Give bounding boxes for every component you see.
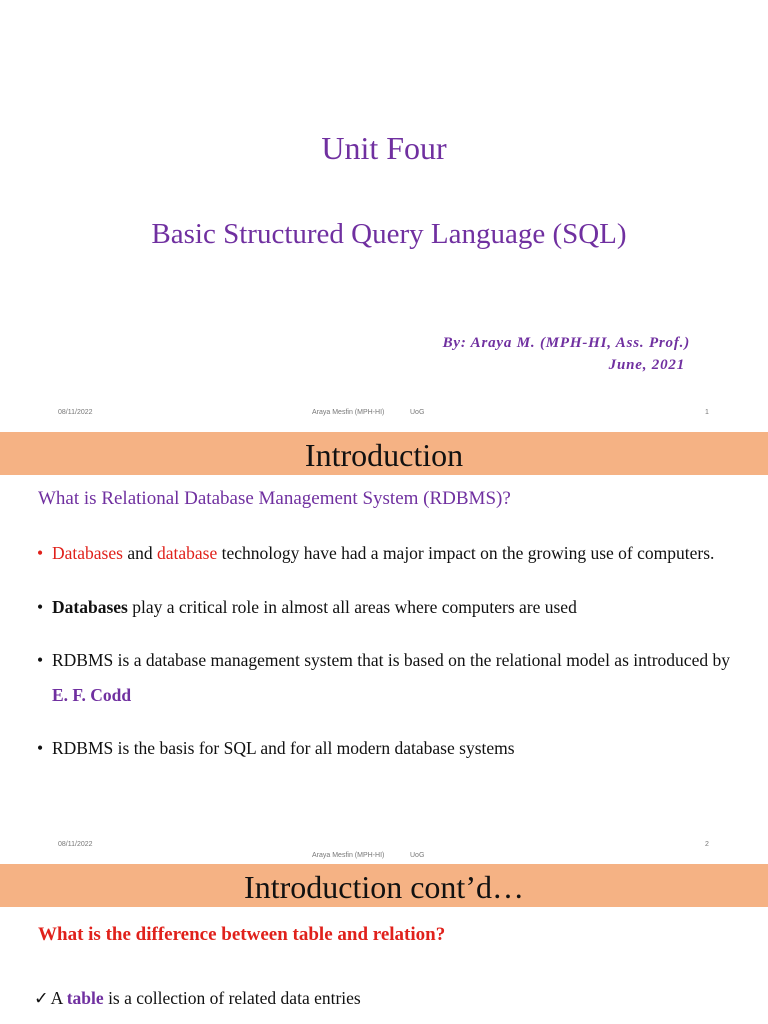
bullet-glyph: • — [37, 650, 44, 670]
bullet-text: RDBMS is a database management system that is based on the relational model as introduced by — [52, 650, 730, 670]
date-line: June, 2021 — [608, 357, 685, 373]
bullet-glyph: • — [37, 738, 44, 758]
slide-3 — [0, 864, 768, 1024]
footer-page-number: 2 — [705, 841, 709, 848]
bullet-text: RDBMS is the basis for SQL and for all modern database systems — [52, 738, 515, 758]
databases-bold-term: Databases — [52, 596, 128, 617]
databases-term: Databases — [52, 543, 123, 563]
checkmark-icon: ✓ — [34, 988, 49, 1008]
bullet-item — [37, 731, 737, 766]
bullet-list — [37, 536, 737, 785]
check-list-item — [34, 988, 361, 1009]
slide-question: What is the difference between table and relation? — [38, 924, 446, 945]
title-bar — [0, 864, 768, 907]
title-bar — [0, 432, 768, 475]
database-term: database — [156, 543, 218, 563]
footer-date: 08/11/2022 — [58, 409, 93, 416]
footer-page-number: 1 — [705, 409, 709, 416]
bullet-item — [37, 643, 737, 712]
slide-question: What is Relational Database Management System (RDBMS)? — [38, 488, 511, 509]
bullet-glyph: • — [37, 596, 44, 617]
slide-1 — [0, 0, 768, 432]
connector-text: and — [122, 543, 157, 563]
footer-org: UoG — [410, 409, 425, 416]
byline — [443, 332, 690, 376]
bullet-text: technology have had a major impact on the growing use of computers. — [217, 543, 715, 563]
author-line: By: Araya M. (MPH-HI, Ass. Prof.) — [442, 335, 690, 351]
item-text: A — [50, 988, 67, 1008]
bullet-item — [37, 590, 737, 625]
codd-name: E. F. Codd — [52, 684, 132, 705]
footer-author: Araya Mesfin (MPH-HI) — [312, 409, 385, 416]
slide-title: Introduction — [304, 437, 464, 473]
footer-author: Araya Mesfin (MPH-HI) — [312, 852, 385, 859]
footer-date: 08/11/2022 — [58, 841, 93, 848]
bullet-glyph: • — [37, 543, 44, 563]
slide-2 — [0, 432, 768, 864]
bullet-text: play a critical role in almost all areas where computers are used — [127, 596, 577, 617]
slide-subtitle: Basic Structured Query Language (SQL) — [151, 218, 627, 250]
table-term: table — [66, 988, 104, 1008]
slide-title: Unit Four — [321, 130, 447, 166]
bullet-item — [37, 536, 737, 571]
slide-title: Introduction cont’d… — [244, 869, 524, 905]
item-text: is a collection of related data entries — [103, 988, 361, 1008]
footer-org: UoG — [410, 852, 425, 859]
